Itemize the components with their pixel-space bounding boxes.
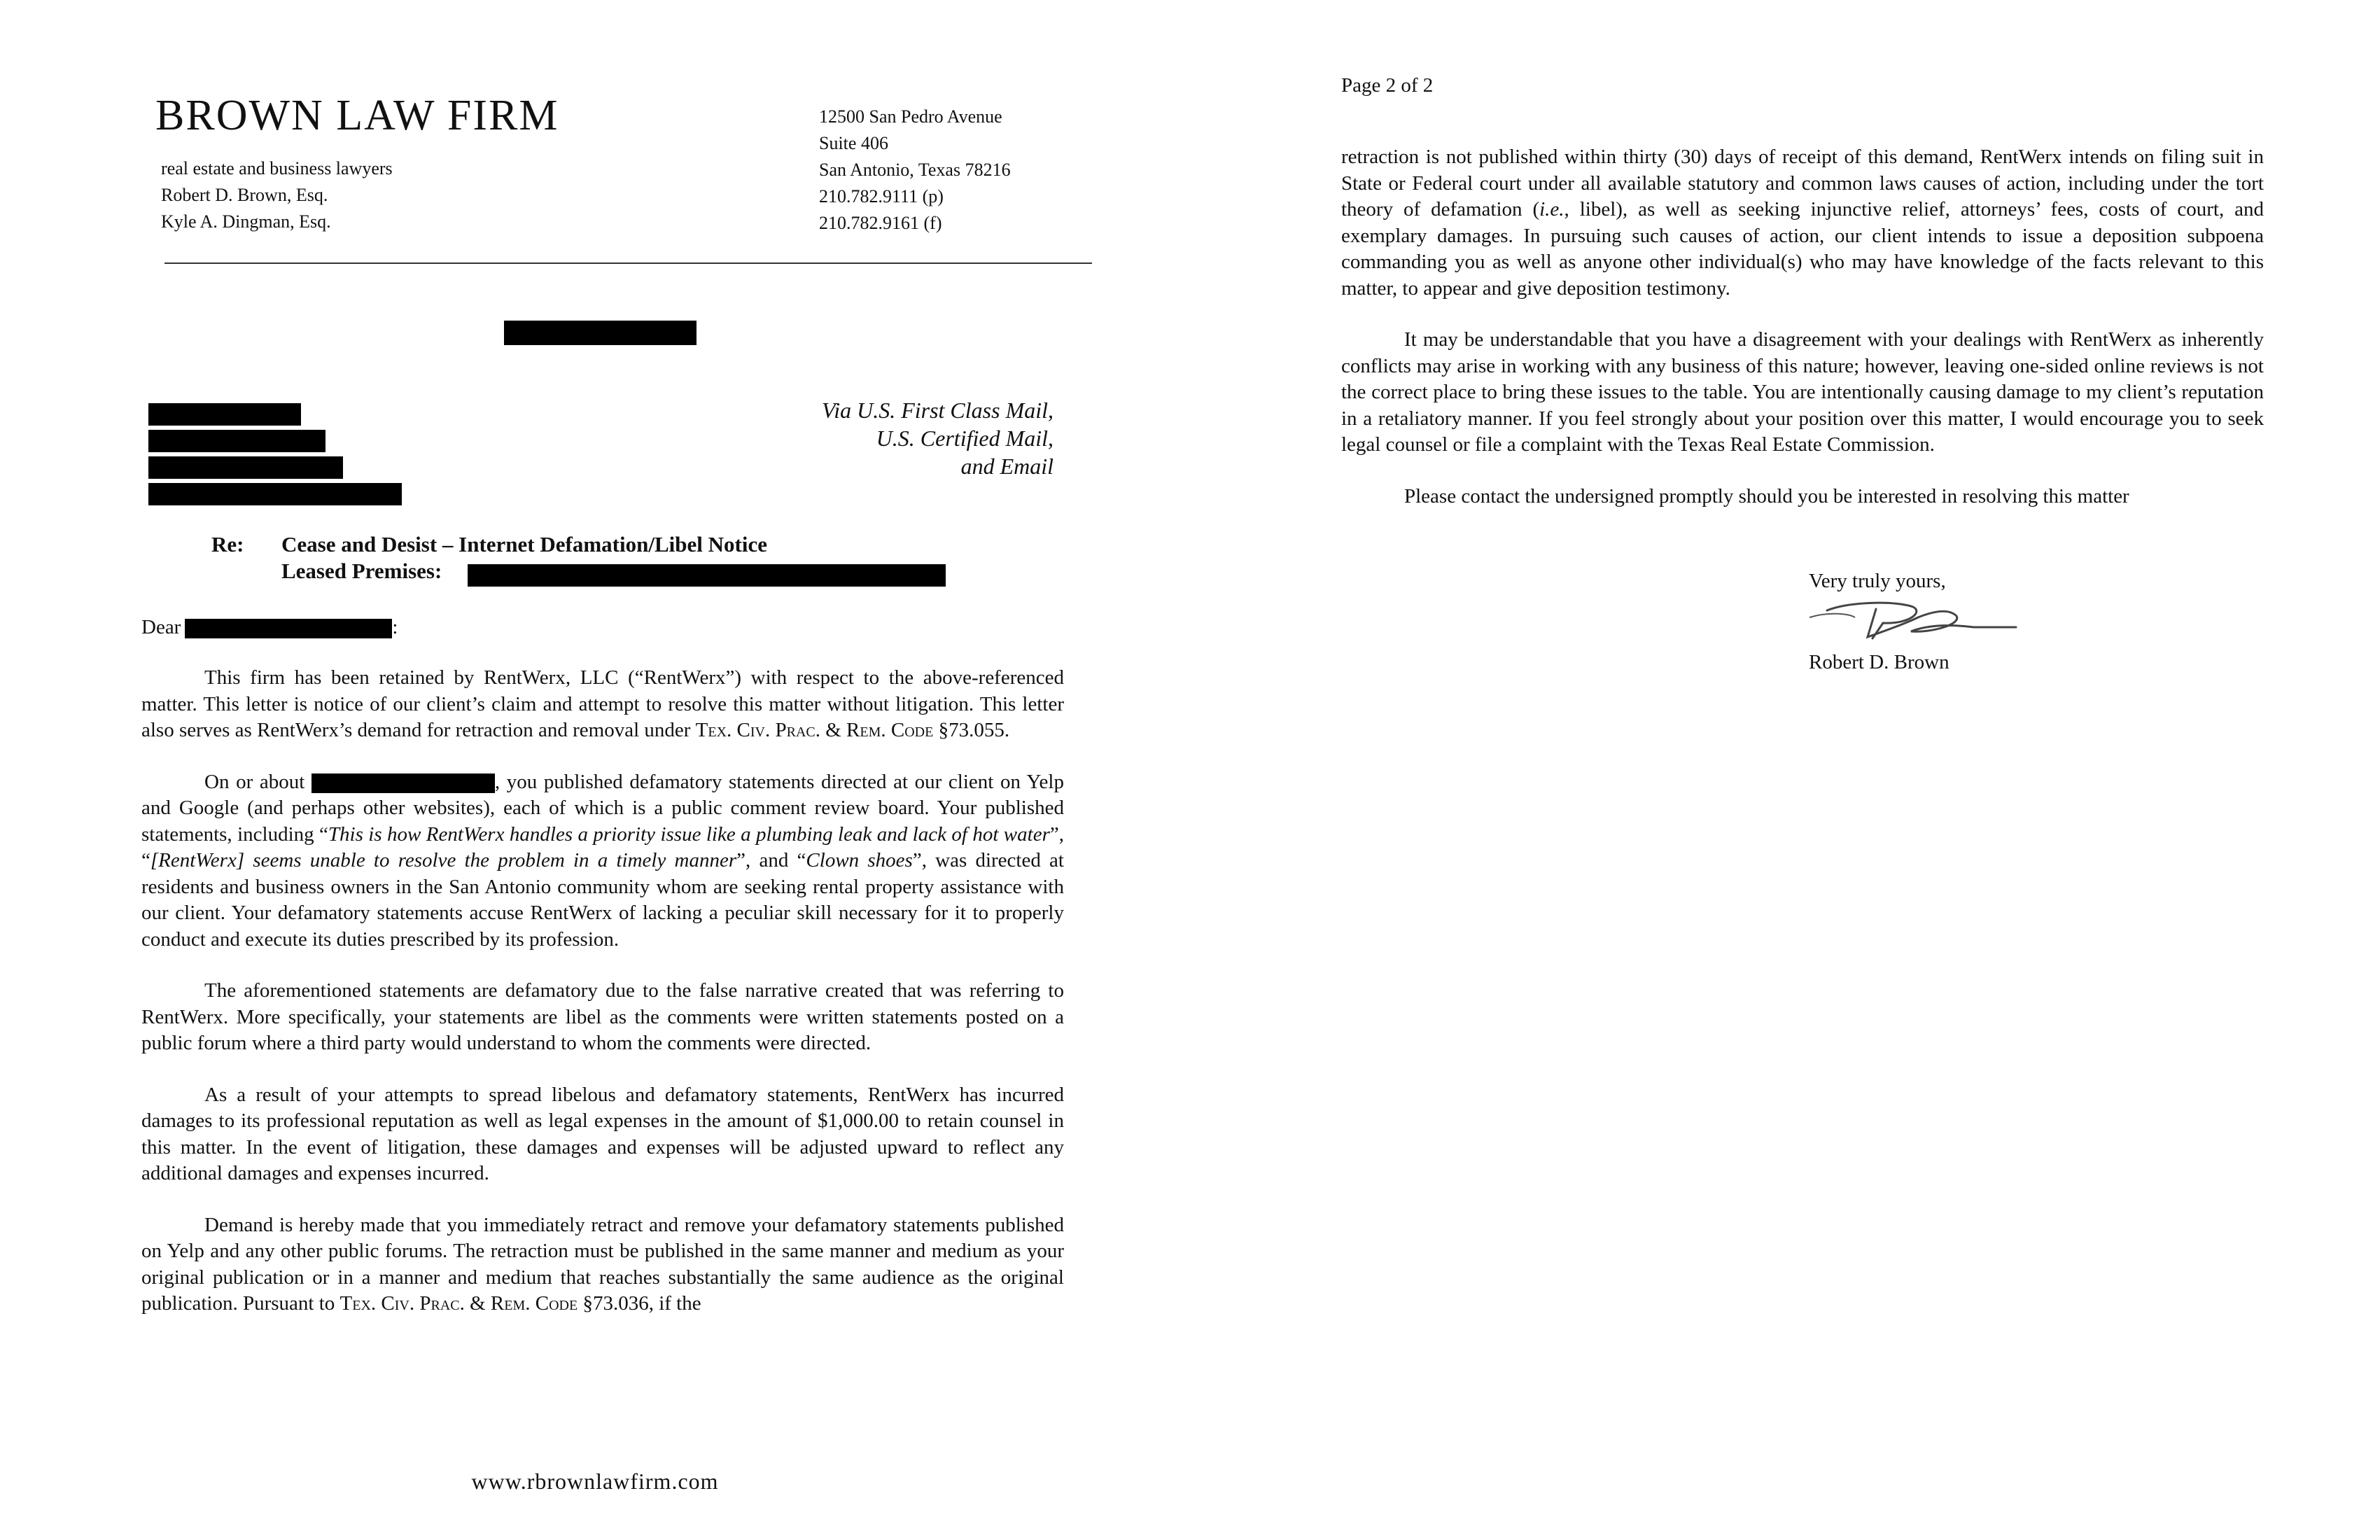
paragraph-text: retraction is not published within thirty (30) days of receipt of this demand, RentWerx intends on filing suit in State or Federal court under all available statutory and common laws causes of action, including under the tort theory of defamation ( <box>1341 146 2264 220</box>
paragraph-retention <box>141 665 1064 744</box>
address-line: Suite 406 <box>819 133 888 153</box>
delivery-line: and Email <box>960 454 1054 479</box>
delivery-line: U.S. Certified Mail, <box>876 426 1054 451</box>
delivery-method <box>700 396 1054 480</box>
phone-number: 210.782.9111 (p) <box>819 186 944 206</box>
attorney-name: Kyle A. Dingman, Esq. <box>161 211 331 232</box>
footer-website: www.rbrownlawfirm.com <box>471 1469 719 1494</box>
paragraph-damages: As a result of your attempts to spread libelous and defamatory statements, RentWerx has incurred damages to its professional reputation as well as legal expenses in the amount of $1,000.00 to retain counsel in this matter. In the event of litigation, these damages and expenses will be adjusted upward to reflect any additional damages and expenses incurred. <box>141 1083 1064 1184</box>
paragraph-defamation: The aforementioned statements are defamatory due to the false narrative created that was referring to RentWerx. More specifically, your statements are libel as the comments were written statements posted on a public forum where a third party would understand to whom the comments were directed. <box>141 979 1064 1054</box>
salutation-colon: : <box>392 616 398 638</box>
paragraph-text: This firm has been retained by RentWerx, LLC (“RentWerx”) with respect to the above-referenced matter. This letter is notice of our client’s claim and attempt to resolve this matter without litigation. This letter also serves as RentWerx’s demand for retraction and removal under <box>141 666 1064 741</box>
leased-premises-label: Leased Premises: <box>281 559 442 583</box>
quoted-statement: This is how RentWerx handles a priority issue like a plumbing leak and lack of hot water <box>328 822 1050 846</box>
letter-body-page-2 <box>1341 144 2264 510</box>
redacted-premises-address <box>468 564 946 587</box>
paragraph-text: §73.036, if the <box>578 1292 701 1315</box>
paragraph-demand <box>141 1212 1064 1317</box>
quoted-statement: [RentWerx] seems unable to resolve the problem in a timely manner <box>150 849 737 872</box>
paragraph-text: ”, was directed at residents and business owners in the San Antonio community whom are seeking rental property assistance with our client. Your defamatory statements accuse RentWerx of lacking a peculiar skill necessary for it to properly conduct and execute its duties prescribed by its profession. <box>141 849 1064 951</box>
firm-tagline <box>161 155 393 235</box>
statute-citation: Tex. Civ. Prac. & Rem. Code <box>695 719 934 741</box>
paragraph-text: Demand is hereby made that you immediately retract and remove your defamatory statements published on Yelp and any other public forums. The retraction must be published in the same manner and medium as your original publication or in a manner and medium that reaches substantially the same audience as the original publication. Pursuant to <box>141 1213 1064 1315</box>
redacted-recipient-line <box>148 430 326 452</box>
paragraph-text: ”, “ <box>141 822 1064 872</box>
firm-address-block <box>819 104 1011 237</box>
re-label: Re: <box>211 532 244 556</box>
redacted-recipient-line <box>148 403 301 426</box>
address-line: 12500 San Pedro Avenue <box>819 106 1002 127</box>
salutation <box>141 615 398 641</box>
letter-body-page-1 <box>141 665 1064 1317</box>
paragraph-text: i.e. <box>1539 198 1564 220</box>
address-line: San Antonio, Texas 78216 <box>819 160 1011 180</box>
attorney-name: Robert D. Brown, Esq. <box>161 185 328 205</box>
letter-page-2 <box>1190 0 2380 1540</box>
redacted-date <box>504 321 696 345</box>
fax-number: 210.782.9161 (f) <box>819 213 942 233</box>
delivery-line: Via U.S. First Class Mail, <box>822 398 1054 423</box>
re-subject: Cease and Desist – Internet Defamation/Libel Notice <box>281 532 767 556</box>
paragraph-text: On or about <box>204 770 312 793</box>
paragraph-contact: Please contact the undersigned promptly should you be interested in resolving this matter <box>1404 484 2129 507</box>
letterhead-divider <box>164 262 1092 264</box>
closing: Very truly yours, <box>1809 570 1946 592</box>
paragraph-text: ”, and “ <box>736 849 806 872</box>
page-number: Page 2 of 2 <box>1341 74 1434 97</box>
signature-image <box>1806 596 2030 645</box>
redacted-date <box>312 774 495 793</box>
redacted-recipient-name <box>185 619 392 638</box>
firm-name: BROWN LAW FIRM <box>155 92 559 139</box>
paragraph-text: §73.055. <box>933 719 1010 741</box>
statute-citation: Tex. Civ. Prac. & Rem. Code <box>340 1292 578 1315</box>
paragraph-statements <box>141 769 1064 953</box>
redacted-recipient-line <box>148 456 343 479</box>
paragraph-disagreement: It may be understandable that you have a disagreement with your dealings with RentWerx as inherently conflicts may arise in working with any business of this nature; however, leaving one-sided online reviews is not the correct place to bring these issues to the table. You are intentionally causing damage to my client’s reputation in a retaliatory manner. If you feel strongly about your position over this matter, I would encourage you to seek legal counsel or file a complaint with the Texas Real Estate Commission. <box>1341 328 2264 456</box>
paragraph-text: , libel), as well as seeking injunctive relief, attorneys’ fees, costs of court, and exemplary damages. In pursuing such causes of action, our client intends to issue a deposition subpoena commanding you as well as anyone other individual(s) who may have knowledge of the facts relevant to this matter, to appear and give deposition testimony. <box>1341 198 2264 300</box>
redacted-recipient-line <box>148 483 402 505</box>
tagline: real estate and business lawyers <box>161 158 393 178</box>
signer-name: Robert D. Brown <box>1809 651 1949 673</box>
quoted-statement: Clown shoes <box>806 849 913 872</box>
paragraph-text: , you published defamatory statements directed at our client on Yelp and Google (and perhaps other websites), each of which is a public comment review board. Your published statements, including “ <box>141 770 1064 846</box>
paragraph-consequences <box>1341 144 2264 302</box>
salutation-dear: Dear <box>141 616 181 638</box>
